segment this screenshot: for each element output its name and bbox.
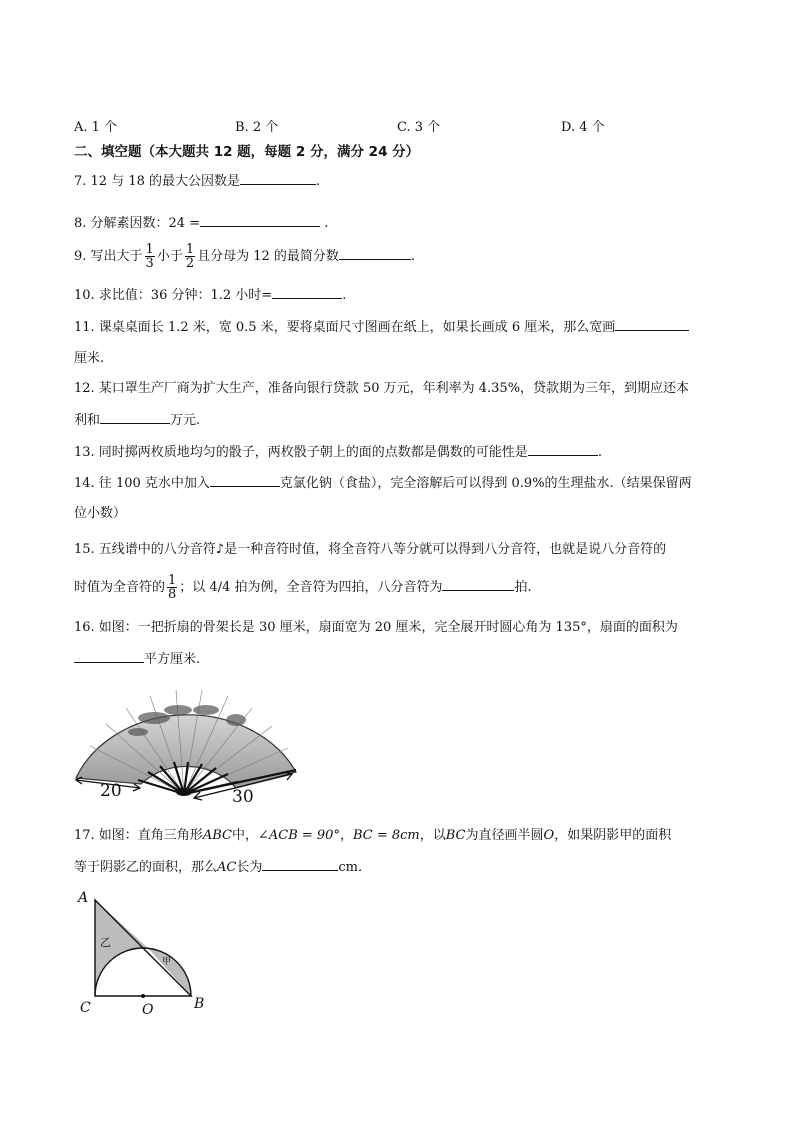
folding-fan-figure bbox=[66, 676, 306, 810]
numerator: 1 bbox=[185, 242, 195, 257]
q15-text-c: 时值为全音符的 bbox=[74, 580, 166, 595]
angle-condition: ∠ACB = 90° bbox=[257, 828, 340, 843]
q12-text-a: 利和 bbox=[74, 413, 101, 428]
question-11-line1 bbox=[74, 318, 689, 337]
q8-text: 8. 分解素因数：24 = bbox=[74, 216, 201, 231]
question-11-line2: 厘米. bbox=[74, 351, 105, 366]
question-17-line2 bbox=[74, 858, 362, 877]
q17-text-f: ，如果阴影甲的面积 bbox=[554, 828, 672, 843]
q17-text-i: cm. bbox=[338, 860, 363, 875]
question-9 bbox=[74, 240, 415, 274]
question-16-line1: 16. 如图：一把折扇的骨架长是 30 厘米，扇面宽为 20 厘米，完全展开时圆心角为 135°，扇面的面积为 bbox=[74, 620, 678, 635]
answer-blank bbox=[442, 578, 514, 591]
q7-text: 7. 12 与 18 的最大公因数是 bbox=[74, 174, 241, 189]
q9-text-a: 9. 写出大于 bbox=[74, 249, 143, 264]
q15-text-e: 拍. bbox=[514, 580, 532, 595]
q8-end: . bbox=[320, 216, 329, 231]
q7-end: . bbox=[316, 174, 321, 189]
region-label-jia: 甲 bbox=[162, 957, 172, 967]
question-15-line2 bbox=[74, 570, 532, 606]
question-14-line1 bbox=[74, 474, 692, 493]
fraction-one-third bbox=[145, 243, 155, 270]
question-7 bbox=[74, 172, 320, 191]
question-14-line2: 位小数） bbox=[74, 506, 127, 521]
q15-text-d: ；以 4/4 拍为例，全音符为四拍，八分音符为 bbox=[179, 580, 443, 595]
q13-text: 13. 同时掷两枚质地均匀的骰子，两枚骰子朝上的面的点数都是偶数的可能性是 bbox=[74, 445, 528, 460]
vertex-label-c: C bbox=[80, 1000, 91, 1016]
option-a: A. 1 个 bbox=[74, 120, 118, 135]
answer-blank bbox=[210, 474, 280, 487]
answer-blank bbox=[200, 214, 320, 227]
answer-blank bbox=[272, 286, 342, 299]
q17-text-g: 等于阴影乙的面积，那么 bbox=[74, 860, 218, 875]
q17-text-c: ， bbox=[339, 828, 353, 843]
bc-length: BC = 8cm bbox=[352, 828, 420, 843]
section-title: 二、填空题（本大题共 12 题，每题 2 分，满分 24 分） bbox=[74, 144, 420, 160]
center-point-o bbox=[141, 994, 145, 998]
q17-text-a: 17. 如图：直角三角形 bbox=[74, 828, 203, 843]
question-15-line1 bbox=[74, 541, 666, 559]
q9-text-c: 且分母为 12 的最简分数 bbox=[197, 249, 339, 264]
question-13 bbox=[74, 443, 602, 462]
fan-pivot bbox=[176, 788, 192, 796]
ac-label: AC bbox=[217, 860, 237, 875]
q13-end: . bbox=[597, 445, 602, 460]
q9-end: . bbox=[410, 249, 416, 264]
fraction-one-eighth bbox=[167, 574, 177, 601]
answer-blank bbox=[262, 858, 338, 871]
denominator: 8 bbox=[168, 587, 177, 602]
numerator: 1 bbox=[145, 242, 154, 257]
q15-text-a: 15. 五线谱中的八分音符 bbox=[74, 542, 216, 557]
fraction-one-half bbox=[185, 243, 195, 270]
q9-text-b: 小于 bbox=[156, 249, 183, 264]
answer-blank bbox=[240, 172, 316, 185]
vertex-label-a: A bbox=[78, 890, 89, 906]
vertex-label-b: B bbox=[194, 996, 205, 1012]
q14-text-b: 克氯化钠（食盐），完全溶解后可以得到 0.9%的生理盐水.（结果保留两 bbox=[279, 476, 692, 491]
triangle-name: ABC bbox=[202, 828, 232, 843]
q10-text: 10. 求比值：36 分钟：1.2 小时= bbox=[74, 288, 273, 303]
q17-text-e: 为直径画半圆 bbox=[465, 828, 544, 843]
question-12-line2 bbox=[74, 411, 200, 430]
q17-text-h: 长为 bbox=[236, 860, 263, 875]
answer-blank bbox=[100, 411, 170, 424]
q15-text-b: 是一种音符时值，将全音符八等分就可以得到八分音符，也就是说八分音符的 bbox=[224, 542, 667, 557]
option-d: D. 4 个 bbox=[561, 120, 605, 135]
question-8 bbox=[74, 214, 328, 233]
q17-text-d: ，以 bbox=[419, 828, 446, 843]
q11-text: 11. 课桌桌面长 1.2 米，宽 0.5 米，要将桌面尺寸图画在纸上，如果长画成 6 厘米，那么宽画 bbox=[74, 320, 616, 335]
answer-blank bbox=[615, 318, 689, 331]
fan-label-30: 30 bbox=[232, 787, 254, 807]
q17-text-b: 中， bbox=[231, 828, 258, 843]
fan-label-20: 20 bbox=[100, 781, 122, 801]
q16-text: 平方厘米. bbox=[144, 652, 201, 667]
question-10 bbox=[74, 286, 346, 305]
q14-text-a: 14. 往 100 克水中加入 bbox=[74, 476, 210, 491]
triangle-semicircle-figure bbox=[72, 888, 212, 1020]
center-label-o: O bbox=[142, 1002, 154, 1018]
eighth-note-icon: ♪ bbox=[215, 542, 225, 557]
denominator: 3 bbox=[145, 256, 154, 271]
option-b: B. 2 个 bbox=[235, 120, 279, 135]
bc-label: BC bbox=[445, 828, 466, 843]
o-label: O bbox=[543, 828, 555, 843]
question-12-line1: 12. 某口罩生产厂商为扩大生产，准备向银行贷款 50 万元，年利率为 4.35%，贷款期为三年，到期应还本 bbox=[74, 381, 690, 396]
numerator: 1 bbox=[168, 573, 177, 588]
region-label-yi: 乙 bbox=[100, 936, 111, 949]
option-c: C. 3 个 bbox=[397, 120, 441, 135]
denominator: 2 bbox=[185, 256, 195, 271]
question-16-line2 bbox=[74, 650, 200, 669]
question-17-line1 bbox=[74, 827, 671, 845]
answer-blank bbox=[339, 247, 411, 260]
answer-blank bbox=[528, 443, 598, 456]
answer-blank bbox=[74, 650, 144, 663]
q10-end: . bbox=[342, 288, 347, 303]
q12-text-b: 万元. bbox=[170, 413, 201, 428]
